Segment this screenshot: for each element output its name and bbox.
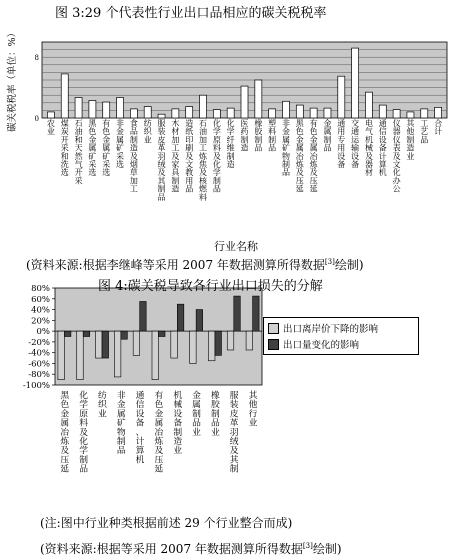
chart1-category-label: 交通运输设备: [351, 119, 360, 169]
chart1-bar: [379, 105, 386, 118]
chart1-bar: [117, 97, 124, 118]
chart2-category-label: 机械设备制造业: [173, 391, 183, 457]
chart2-category-label: 橡胶制品业: [210, 391, 220, 438]
chart1-bar: [352, 48, 359, 118]
chart2-bar-volume: [64, 331, 71, 336]
chart2-ytick: -40%: [28, 348, 50, 359]
chart1-bar: [75, 97, 82, 118]
chart2-title: 图 4:碳关税导致各行业出口损失的分解: [98, 279, 323, 294]
chart1-category-label: 仪器仪表及文化办公: [392, 119, 401, 194]
chart1-bar: [421, 109, 428, 118]
legend-label-price: 出口离岸价下降的影响: [283, 324, 379, 335]
chart1-bar: [200, 95, 207, 118]
chart2-bar-price: [133, 331, 140, 355]
chart2-source-text: (资料来源:根据等采用 2007 年数据测算所得数据: [40, 542, 303, 556]
chart1-category-label: 有色金属冶炼及压延: [309, 119, 318, 194]
chart1-bar: [324, 108, 331, 118]
chart1-bar: [186, 107, 193, 118]
legend-label-volume: 出口量变化的影响: [283, 340, 360, 351]
chart1-category-label: 化学纤维制造: [226, 119, 235, 169]
chart2-bar-volume: [83, 331, 90, 336]
chart1-bar: [158, 114, 165, 118]
chart1-bar: [296, 105, 303, 118]
chart1-category-label: 医药制造: [240, 119, 249, 153]
chart1-category-label: 有色金属矿采选: [102, 119, 111, 178]
chart1-source-ref: [3]: [324, 258, 335, 266]
chart1-plot: [6, 28, 447, 202]
chart1-bar: [255, 80, 262, 118]
chart2-note: (注:图中行业种类根据前述 29 个行业整合而成): [40, 516, 293, 530]
chart2-legend: [263, 317, 419, 355]
chart2-bar-volume: [215, 331, 222, 355]
chart1-category-label: 工艺品: [420, 119, 429, 145]
chart1-category-label: 黑色金属矿采选: [88, 119, 97, 178]
chart2-ytick: 80%: [31, 284, 50, 294]
chart1-bar: [47, 112, 54, 118]
chart1-bar: [407, 112, 414, 118]
chart2-bar-price: [114, 331, 121, 377]
chart2-source-ref: [3]: [302, 542, 313, 550]
chart2-bar-price: [246, 331, 253, 350]
chart1-category-label: 化学原料及化学制品: [212, 119, 221, 194]
chart1-bar: [144, 107, 151, 118]
chart2-bar-price: [208, 331, 215, 361]
chart1-category-label: 纺织业: [143, 119, 152, 145]
chart1-bar: [130, 109, 137, 118]
chart1-category-label: 煤炭开采和洗选: [60, 119, 69, 178]
legend-item-price: [268, 320, 414, 336]
chart1-bar: [269, 109, 276, 118]
chart1-category-label: 其他制造业: [406, 119, 415, 161]
chart2-source-end: 绘制): [312, 542, 342, 556]
chart1-category-label: 石油加工炼焦及核燃料: [199, 119, 208, 202]
chart1-source-end: 绘制): [334, 258, 364, 272]
chart2-ytick: -100%: [22, 381, 50, 391]
legend-swatch-price: [268, 323, 279, 334]
chart2-bar-volume: [102, 331, 109, 358]
legend-swatch-volume: [268, 339, 279, 350]
chart2-bar-volume: [234, 296, 241, 331]
chart2-plot: [23, 284, 262, 475]
chart2-ytick: 0%: [36, 327, 50, 338]
chart1-bar: [365, 92, 372, 118]
chart1-category-label: 合计: [434, 119, 443, 137]
chart2-bar-price: [58, 331, 64, 380]
chart1-category-label: 黑色金属冶炼及压延: [295, 119, 304, 194]
chart1-title: 图 3:29 个代表性行业出口品相应的碳关税税率: [55, 6, 327, 21]
chart2-bar-price: [190, 331, 197, 363]
legend-item-volume: [268, 336, 414, 352]
chart2-bar-price: [96, 331, 103, 358]
chart1-xlabel: 行业名称: [214, 240, 258, 253]
chart2-source-note: [40, 540, 342, 557]
chart1-ylabel: 碳关税税率（单位：%）: [7, 27, 18, 133]
chart2-ytick: -60%: [28, 359, 50, 370]
chart1-category-label: 木材加工及家具制造: [171, 119, 180, 194]
chart1-bar: [61, 74, 68, 118]
chart2-bar-volume: [253, 296, 260, 331]
chart2-bar-volume: [140, 301, 147, 331]
chart1-category-label: 非金属矿采选: [116, 119, 125, 169]
chart1-bar: [227, 108, 234, 118]
chart1-bar: [282, 101, 289, 118]
chart1-ytick: 0: [34, 115, 39, 123]
chart2-ytick: 20%: [31, 316, 50, 327]
chart1-bar: [213, 110, 220, 118]
chart1-category-label: 电气机械及器材: [364, 119, 373, 178]
chart2-bar-price: [77, 331, 84, 380]
chart2-category-label: 纺织业: [98, 391, 107, 420]
chart2-ytick: -80%: [28, 370, 50, 381]
chart1-bar: [172, 109, 179, 118]
chart1-ytick: 8: [34, 54, 39, 63]
chart1-bar: [393, 110, 400, 118]
chart1-category-label: 农业: [46, 119, 55, 137]
chart1-category-label: 通用专用设备: [337, 119, 346, 169]
chart1-category-label: 造纸印刷及文教用品: [185, 119, 194, 194]
chart2-bar-price: [227, 331, 234, 350]
chart1-bar: [435, 107, 442, 118]
chart2-ytick: -20%: [28, 337, 50, 348]
chart1-category-label: 橡胶制品: [254, 119, 263, 153]
chart2-bar-volume: [177, 304, 184, 331]
chart2-bar-volume: [196, 310, 203, 332]
chart1-category-label: 非金属矿物制品: [281, 119, 290, 178]
chart2-ytick: 40%: [31, 305, 50, 316]
chart1-category-label: 服装皮革羽绒及其制品: [157, 119, 166, 202]
chart2-category-label: 非金属矿物制品: [116, 391, 126, 457]
chart1-bar: [310, 108, 317, 118]
chart1-category-label: 石油和天然气开采: [74, 119, 83, 186]
chart2-category-label: 金属制品业: [192, 391, 201, 438]
chart1-category-label: 塑料制品: [268, 119, 277, 153]
chart2-ytick: 60%: [31, 294, 50, 305]
chart1-source-note: [26, 256, 364, 273]
chart2-category-label: 服装皮革羽绒及其制: [229, 391, 239, 475]
chart1-bar: [241, 86, 248, 118]
chart2-bar-volume: [121, 331, 128, 339]
chart1-category-label: 食品制造及烟草加工: [129, 119, 138, 194]
chart1-bar: [103, 102, 110, 118]
chart2-category-label: 通信设备、计算机: [135, 391, 145, 466]
chart1-category-label: 通信设备计算机: [378, 119, 387, 178]
chart2-bar-price: [171, 331, 178, 358]
chart2-category-label: 黑色金属冶炼及压延: [60, 391, 70, 475]
chart2-category-label: 化学原料及化学制品: [79, 391, 89, 475]
chart2-bar-price: [152, 331, 159, 380]
chart1-category-label: 金属制品: [323, 119, 332, 153]
chart2-bar-volume: [159, 331, 166, 336]
chart1-bar: [338, 76, 345, 118]
chart2-category-label: 有色金属冶炼及压延: [154, 391, 164, 475]
chart2-category-label: 其他行业: [248, 391, 258, 429]
chart1-bar: [89, 101, 96, 118]
chart1-source-text: (资料来源:根据李继峰等采用 2007 年数据测算所得数据: [26, 258, 325, 272]
